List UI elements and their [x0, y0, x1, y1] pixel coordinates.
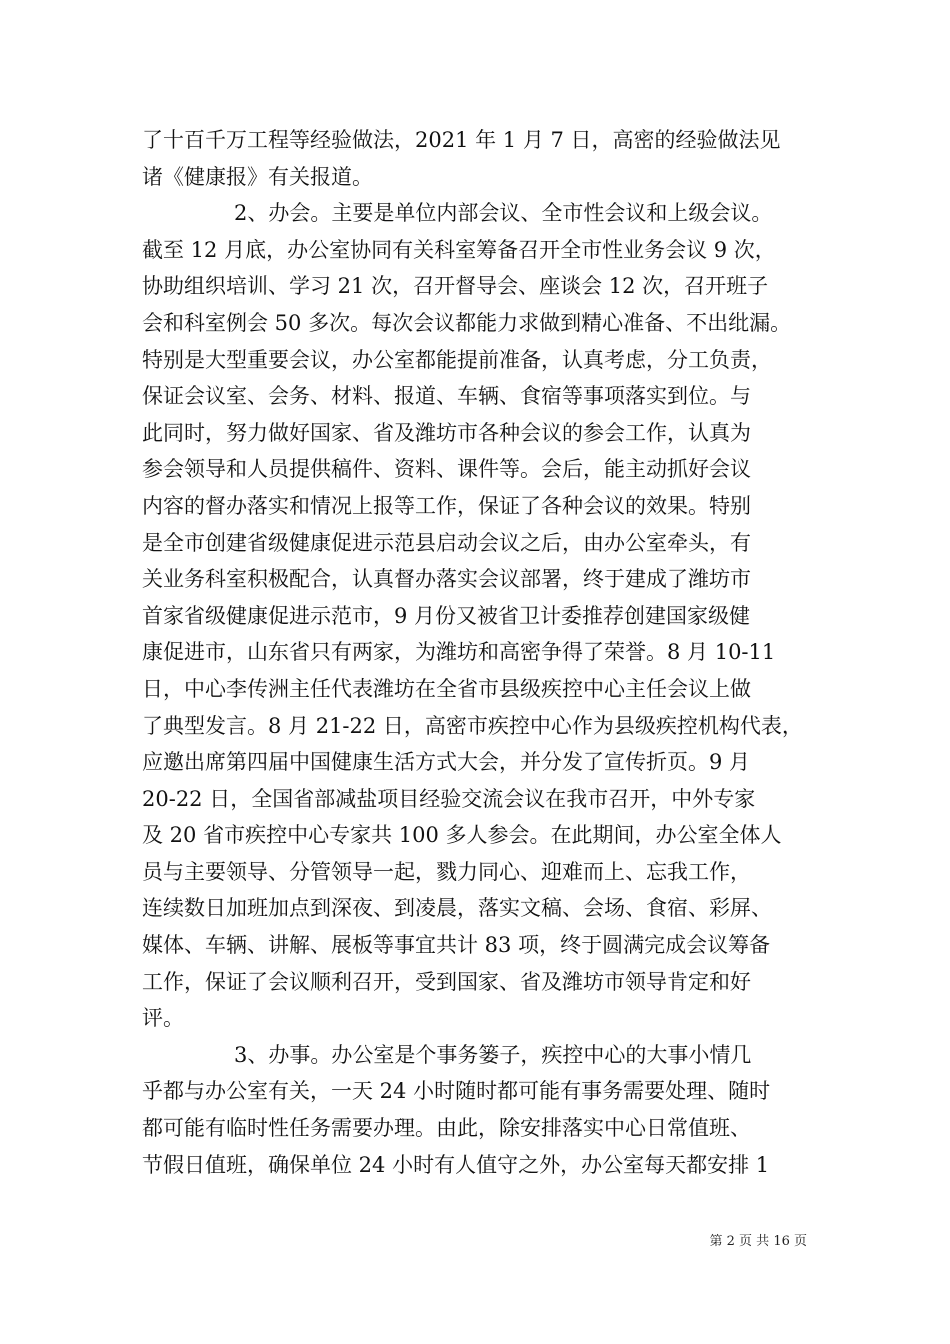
text-line: 20-22 日，全国省部减盐项目经验交流会议在我市召开，中外专家 — [142, 786, 756, 811]
text-line: 诸《健康报》有关报道。 — [142, 164, 373, 189]
text-line: 协助组织培训、学习 21 次，召开督导会、座谈会 12 次，召开班子 — [142, 274, 769, 299]
text-line: 员与主要领导、分管领导一起，戮力同心、迎难而上、忘我工作， — [142, 859, 751, 884]
text-line: 节假日值班，确保单位 24 小时有人值守之外，办公室每天都安排 1 — [142, 1152, 770, 1177]
text-line: 了十百千万工程等经验做法，2021 年 1 月 7 日，高密的经验做法见 — [142, 128, 781, 152]
text-line: 了典型发言。8 月 21-22 日，高密市疾控中心作为县级疾控机构代表， — [142, 713, 803, 738]
text-line: 应邀出席第四届中国健康生活方式大会，并分发了宣传折页。9 月 — [142, 750, 751, 775]
paragraph-start-line: 2、办会。主要是单位内部会议、全市性会议和上级会议。 — [234, 201, 773, 226]
body-text — [142, 122, 810, 1183]
text-line: 是全市创建省级健康促进示范县启动会议之后，由办公室牵头，有 — [142, 530, 751, 555]
text-line: 保证会议室、会务、材料、报道、车辆、食宿等事项落实到位。与 — [142, 384, 751, 409]
text-line: 截至 12 月底，办公室协同有关科室筹备召开全市性业务会议 9 次， — [142, 237, 776, 262]
text-line: 工作，保证了会议顺利召开，受到国家、省及潍坊市领导肯定和好 — [142, 969, 751, 994]
text-line: 关业务科室积极配合，认真督办落实会议部署，终于建成了潍坊市 — [142, 567, 751, 592]
text-line: 特别是大型重要会议，办公室都能提前准备，认真考虑，分工负责， — [142, 347, 772, 372]
text-line: 连续数日加班加点到深夜、到凌晨，落实文稿、会场、食宿、彩屏、 — [142, 896, 772, 921]
text-line: 评。 — [142, 1006, 184, 1031]
text-line: 日，中心李传洲主任代表潍坊在全省市县级疾控中心主任会议上做 — [142, 676, 751, 701]
text-line: 都可能有临时性任务需要办理。由此，除安排落实中心日常值班、 — [142, 1116, 751, 1141]
text-line: 媒体、车辆、讲解、展板等事宜共计 83 项，终于圆满完成会议筹备 — [142, 933, 771, 958]
text-line: 会和科室例会 50 多次。每次会议都能力求做到精心准备、不出纰漏。 — [142, 310, 792, 335]
text-line: 康促进市，山东省只有两家，为潍坊和高密争得了荣誉。8 月 10-11 — [142, 640, 776, 665]
text-line: 参会领导和人员提供稿件、资料、课件等。会后，能主动抓好会议 — [142, 457, 751, 482]
paragraph-start-line: 3、办事。办公室是个事务篓子，疾控中心的大事小情几 — [234, 1042, 752, 1067]
page-number-footer: 第 2 页 共 16 页 — [709, 1234, 807, 1249]
text-line: 及 20 省市疾控中心专家共 100 多人参会。在此期间，办公室全体人 — [142, 823, 782, 848]
text-line: 内容的督办落实和情况上报等工作，保证了各种会议的效果。特别 — [142, 493, 751, 518]
text-line: 此同时，努力做好国家、省及潍坊市各种会议的参会工作，认真为 — [142, 420, 751, 445]
text-line: 乎都与办公室有关，一天 24 小时随时都可能有事务需要处理、随时 — [142, 1079, 771, 1104]
text-line: 首家省级健康促进示范市，9 月份又被省卫计委推荐创建国家级健 — [142, 603, 751, 628]
